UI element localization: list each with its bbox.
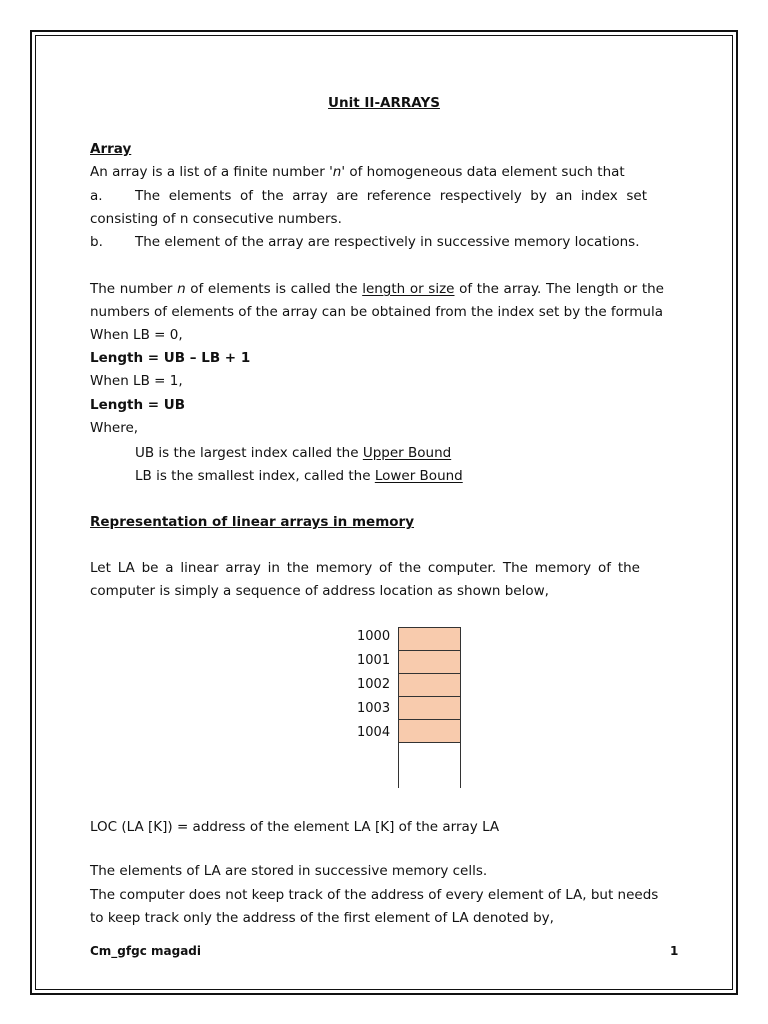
stored-line: The elements of LA are stored in successive memory cells.	[90, 863, 488, 879]
memory-cell	[398, 627, 461, 651]
upper-bound-term: Upper Bound	[362, 445, 452, 461]
address-label: 1003	[357, 701, 391, 716]
upper-bound-line	[135, 444, 451, 462]
len-n: n	[177, 281, 186, 297]
address-label: 1002	[357, 677, 391, 692]
formula-length-1: Length = UB – LB + 1	[90, 350, 251, 366]
length-or-size-term: length or size	[362, 281, 455, 297]
intro-line	[90, 163, 625, 181]
len-mid: of elements is called the	[185, 281, 363, 297]
loc-definition: LOC (LA [K]) = address of the element LA [K] of the array LA	[90, 819, 500, 835]
footer-author: Cm_gfgc magadi	[90, 944, 201, 958]
item-a-line1: The elements of the array are reference respectively by an index set	[135, 188, 647, 204]
when-lb-0: When LB = 0,	[90, 327, 183, 343]
item-b-label: b.	[90, 234, 103, 250]
memory-empty-cell	[398, 743, 461, 788]
length-paragraph-line1	[90, 280, 664, 298]
len-pre: The number	[90, 281, 178, 297]
formula-length-2: Length = UB	[90, 397, 186, 413]
memory-cell	[398, 696, 461, 720]
lower-bound-term: Lower Bound	[374, 468, 463, 484]
item-a-label: a.	[90, 188, 103, 204]
item-a-line2: consisting of n consecutive numbers.	[90, 211, 342, 227]
representation-line1: Let LA be a linear array in the memory of the computer. The memory of the	[90, 560, 640, 576]
when-lb-1: When LB = 1,	[90, 373, 183, 389]
len-post: of the array. The length or the	[454, 281, 664, 297]
array-heading: Array	[90, 141, 132, 157]
memory-cell	[398, 719, 461, 743]
address-label: 1004	[357, 725, 391, 740]
representation-heading: Representation of linear arrays in memory	[90, 514, 415, 530]
where-label: Where,	[90, 420, 139, 436]
lower-bound-line	[135, 467, 463, 485]
item-b-text: The element of the array are respectively in successive memory locations.	[135, 234, 640, 250]
address-label: 1001	[357, 653, 391, 668]
memory-cell	[398, 650, 461, 674]
track-line2: to keep track only the address of the first element of LA denoted by,	[90, 910, 554, 926]
representation-line2: computer is simply a sequence of address location as shown below,	[90, 583, 549, 599]
lb-pre: LB is the smallest index, called the	[135, 468, 375, 484]
page-title: Unit II-ARRAYS	[328, 95, 440, 111]
memory-cell	[398, 673, 461, 697]
intro-post: of homogeneous data element such that	[345, 164, 625, 180]
length-paragraph-line2: numbers of elements of the array can be obtained from the index set by the formula	[90, 304, 663, 320]
intro-n: 'n'	[329, 164, 346, 180]
track-line1: The computer does not keep track of the address of every element of LA, but needs	[90, 887, 659, 903]
intro-pre: An array is a list of a finite number	[90, 164, 330, 180]
address-label: 1000	[357, 629, 391, 644]
page-number: 1	[670, 944, 679, 958]
ub-pre: UB is the largest index called the	[135, 445, 363, 461]
